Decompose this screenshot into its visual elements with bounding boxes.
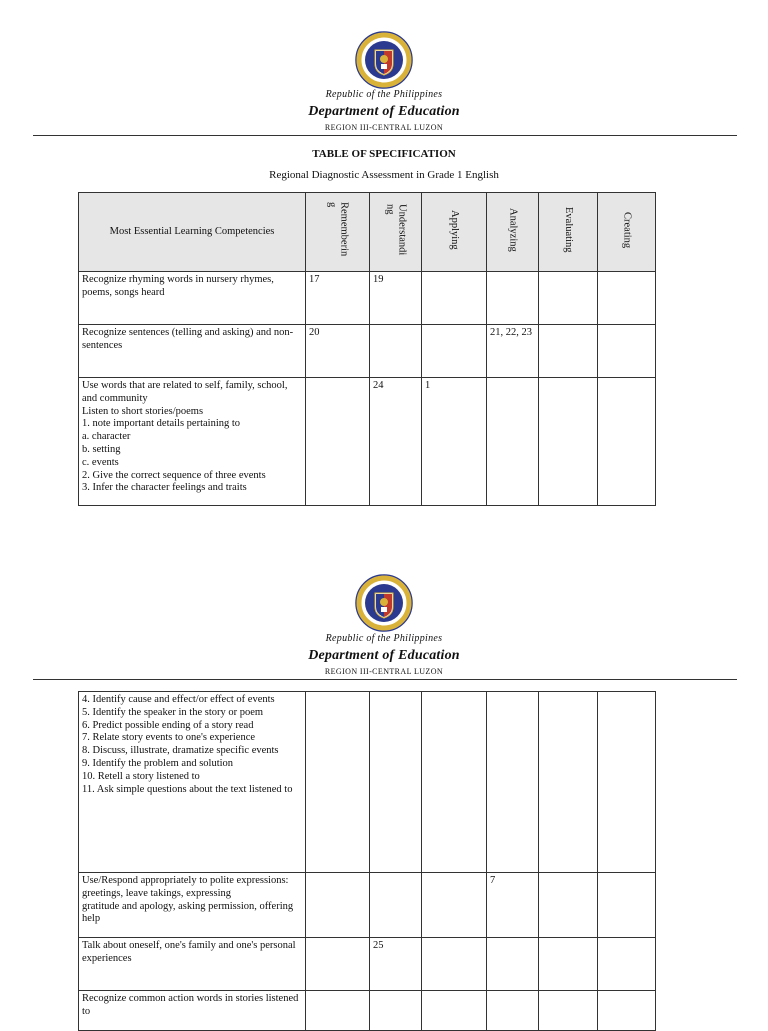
applying-cell [422, 938, 487, 991]
table-row [79, 938, 656, 991]
understanding-cell [370, 692, 422, 873]
remembering-cell [306, 873, 370, 938]
republic-text: Republic of the Philippines [325, 633, 443, 644]
understanding-cell [370, 991, 422, 1031]
column-header-analyzing: Analyzing [487, 193, 539, 272]
column-header-applying: Applying [422, 193, 487, 272]
applying-cell [422, 991, 487, 1031]
analyzing-cell: 21, 22, 23 [487, 325, 539, 378]
evaluating-cell [539, 325, 598, 378]
creating-cell [598, 873, 656, 938]
column-header-evaluating: Evaluating [539, 193, 598, 272]
table-row [79, 991, 656, 1031]
column-header-understanding: Understandi ng [370, 193, 422, 272]
evaluating-cell [539, 378, 598, 506]
analyzing-cell [487, 938, 539, 991]
table-header-row [79, 193, 656, 272]
remembering-cell [306, 692, 370, 873]
evaluating-cell [539, 873, 598, 938]
analyzing-cell [487, 378, 539, 506]
tos-table-page-1 [78, 192, 656, 506]
applying-cell [422, 325, 487, 378]
creating-cell [598, 378, 656, 506]
analyzing-cell [487, 272, 539, 325]
tos-table-page-2 [78, 691, 656, 1031]
creating-cell [598, 325, 656, 378]
department-title: Department of Education [308, 104, 460, 119]
understanding-cell [370, 325, 422, 378]
evaluating-cell [539, 991, 598, 1031]
evaluating-cell [539, 692, 598, 873]
applying-cell: 1 [422, 378, 487, 506]
competency-cell: Recognize common action words in stories listened to [79, 991, 306, 1031]
competency-cell: Recognize rhyming words in nursery rhymes, poems, songs heard [79, 272, 306, 325]
applying-cell [422, 692, 487, 873]
column-header-competencies: Most Essential Learning Competencies [79, 193, 306, 272]
deped-seal-icon [354, 573, 414, 633]
table-row [79, 325, 656, 378]
column-header-remembering: Rememberin g [306, 193, 370, 272]
remembering-cell [306, 991, 370, 1031]
evaluating-cell [539, 272, 598, 325]
table-row [79, 272, 656, 325]
creating-cell [598, 272, 656, 325]
understanding-cell: 24 [370, 378, 422, 506]
evaluating-cell [539, 938, 598, 991]
competency-cell: Use/Respond appropriately to polite expressions: greetings, leave takings, expressing gratitude and apology, asking permission, offering help [79, 873, 306, 938]
understanding-cell [370, 873, 422, 938]
header-divider [33, 135, 737, 136]
region-text: REGION III-CENTRAL LUZON [324, 123, 444, 132]
applying-cell [422, 873, 487, 938]
competency-cell: Talk about oneself, one's family and one's personal experiences [79, 938, 306, 991]
analyzing-cell [487, 692, 539, 873]
understanding-cell: 25 [370, 938, 422, 991]
competency-cell: Recognize sentences (telling and asking) and non-sentences [79, 325, 306, 378]
creating-cell [598, 991, 656, 1031]
creating-cell [598, 938, 656, 991]
analyzing-cell [487, 991, 539, 1031]
table-row [79, 378, 656, 506]
competency-cell: Use words that are related to self, family, school, and community Listen to short stories/poems 1. note important details pertaining to a. character b. setting c. events 2. Give the correct sequence of three events 3. Infer the character feelings and traits [79, 378, 306, 506]
column-header-creating: Creating [598, 193, 656, 272]
creating-cell [598, 692, 656, 873]
competency-cell: 4. Identify cause and effect/or effect of events 5. Identify the speaker in the story or poem 6. Predict possible ending of a story read 7. Relate story events to one's experience 8. Discuss, illustrate, dramatize specific events 9. Identify the problem and solution 10. Retell a story listened to 11. Ask simple questions about the text listened to [79, 692, 306, 873]
remembering-cell: 17 [306, 272, 370, 325]
document-title: TABLE OF SPECIFICATION [312, 148, 456, 160]
remembering-cell [306, 938, 370, 991]
document-subtitle: Regional Diagnostic Assessment in Grade 1 English [269, 169, 499, 181]
region-text: REGION III-CENTRAL LUZON [324, 667, 444, 676]
remembering-cell: 20 [306, 325, 370, 378]
table-row [79, 873, 656, 938]
page-1 [0, 0, 768, 512]
header-divider [33, 679, 737, 680]
understanding-cell: 19 [370, 272, 422, 325]
applying-cell [422, 272, 487, 325]
table-row [79, 692, 656, 873]
analyzing-cell: 7 [487, 873, 539, 938]
deped-seal-icon [354, 30, 414, 90]
department-title: Department of Education [308, 648, 460, 663]
republic-text: Republic of the Philippines [325, 89, 443, 100]
remembering-cell [306, 378, 370, 506]
